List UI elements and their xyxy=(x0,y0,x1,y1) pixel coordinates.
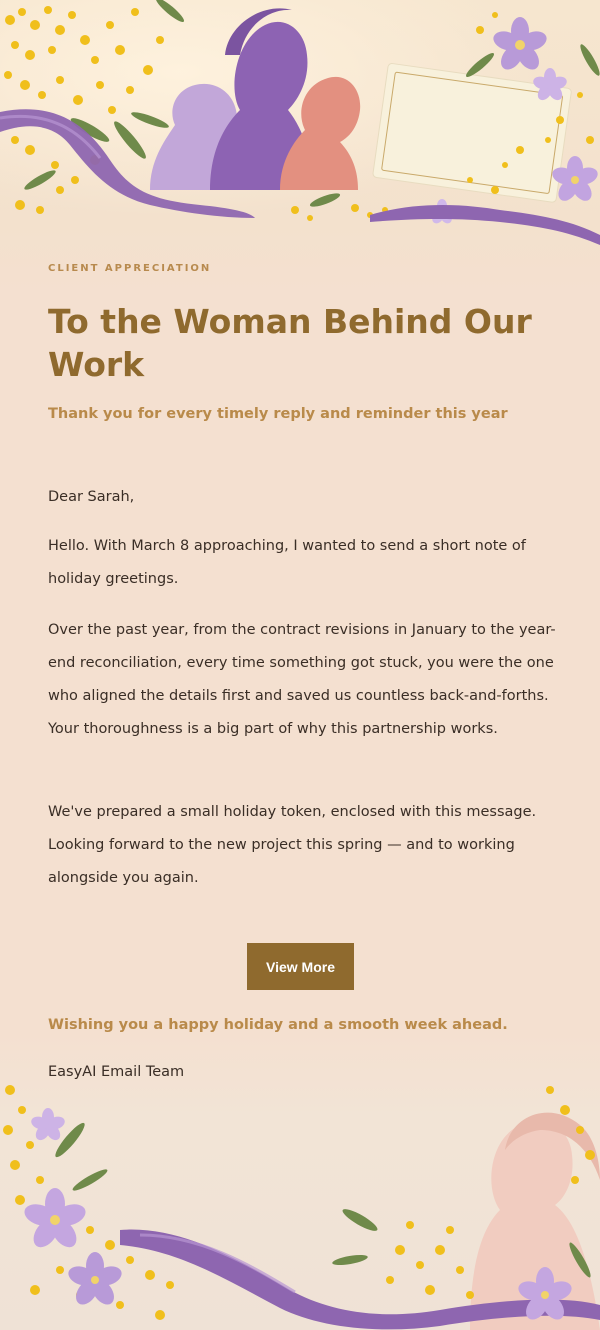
paragraph-gift: We've prepared a small holiday token, enclosed with this message. Looking forward to the new project this spring — and to working alongside you again. xyxy=(48,804,537,886)
subtitle: Thank you for every timely reply and reminder this year xyxy=(48,406,508,422)
page-title: To the Woman Behind Our Work xyxy=(48,302,532,384)
greeting: Dear Sarah, xyxy=(48,489,135,505)
hero-illustration xyxy=(0,0,600,300)
signature: EasyAI Email Team xyxy=(48,1064,185,1080)
view-more-button[interactable]: View More xyxy=(247,943,354,990)
paragraph-intro: Hello. With March 8 approaching, I wanted to send a short note of holiday greetings. xyxy=(48,538,526,587)
closing-line: Wishing you a happy holiday and a smooth week ahead. xyxy=(48,1017,508,1033)
eyebrow-label: CLIENT APPRECIATION xyxy=(48,263,212,274)
paragraph-thanks: Over the past year, from the contract revisions in January to the year-end reconciliation, every time something got stuck, you were the one who aligned the details first and saved us countless back-and-forths. Your thoroughness is a big part of why this partnership works. xyxy=(48,622,556,737)
